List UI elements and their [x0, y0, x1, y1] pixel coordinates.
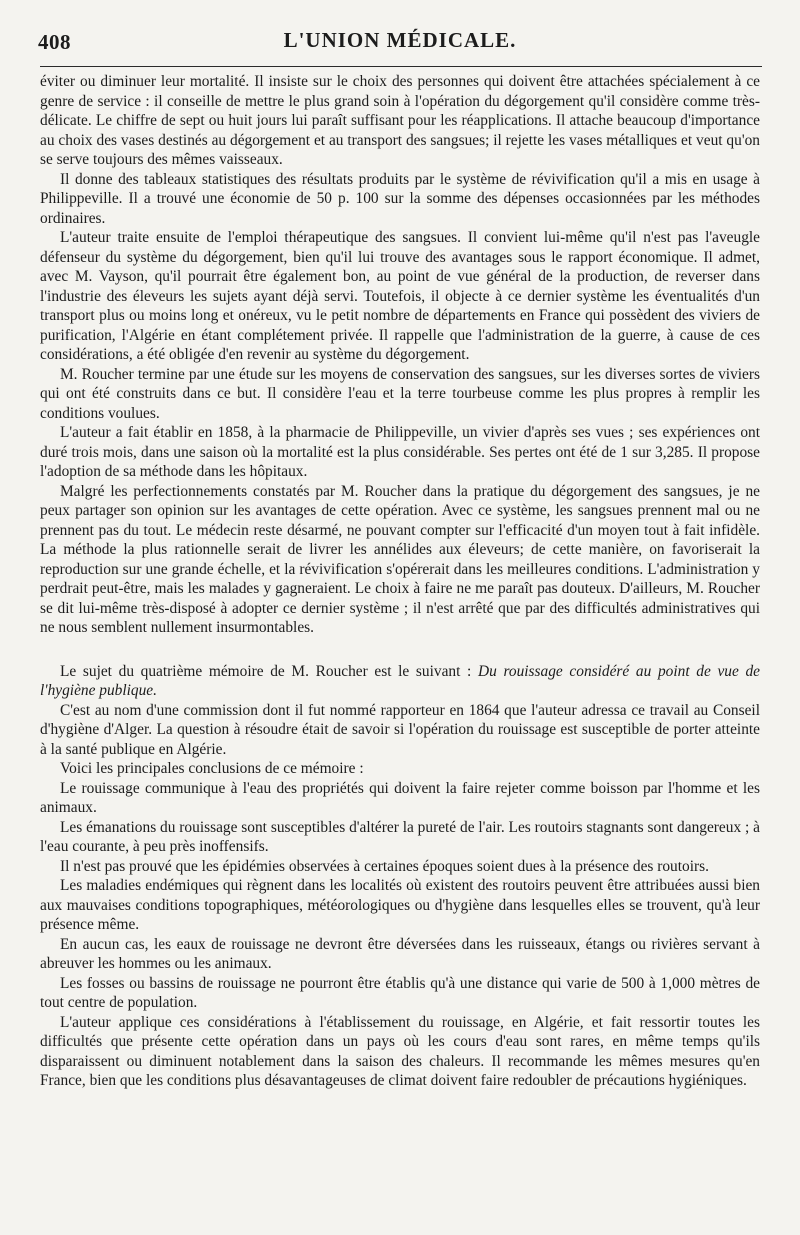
article-body [40, 72, 760, 1091]
paragraph: Voici les principales conclusions de ce mémoire : [60, 760, 364, 777]
header-rule [40, 66, 762, 67]
running-title: L'UNION MÉDICALE. [283, 28, 517, 52]
conclusion-item: Le rouissage communique à l'eau des propriétés qui doivent la faire rejeter comme boisson par l'homme et les animaux. [40, 779, 760, 816]
paragraph: Il donne des tableaux statistiques des résultats produits par le système de révivification qu'il a mis en usage à Philippeville. Il a trouvé une économie de 50 p. 100 sur la somme des dépenses occasionnées par les méthodes ordinaires. [40, 170, 760, 227]
page-header [38, 22, 762, 62]
conclusion-item: Les fosses ou bassins de rouissage ne pourront être établis qu'à une distance qui varie de 500 à 1,000 mètres de tout centre de population. [40, 974, 760, 1011]
conclusion-item: En aucun cas, les eaux de rouissage ne devront être déversées dans les ruisseaux, étangs ou rivières servant à abreuver les hommes ou les animaux. [40, 935, 760, 972]
paragraph: L'auteur traite ensuite de l'emploi thérapeutique des sangsues. Il convient lui-même qu'il n'est pas l'aveugle défenseur du système du dégorgement, bien qu'il lui trouve des avantages sous le rapport économique. Il admet, avec M. Vayson, qu'il pourrait être également bon, au point de vue général de la production, de reverser dans l'industrie des éleveurs les sujets ayant déjà servi. Toutefois, il objecte à ce dernier système les éventualités d'un transport plus ou moins long et onéreux, vu le petit nombre de départements en France qui possèdent des viviers de purification, l'Algérie en étant complétement privée. Il rappelle que l'administration de la guerre, à cause de ces considérations, a été obligée d'en revenir au système du dégorgement. [40, 229, 760, 363]
section-spacer [40, 638, 760, 662]
conclusion-item: Les émanations du rouissage sont susceptibles d'altérer la pureté de l'air. Les routoirs stagnants sont dangereux ; à l'eau courante, à peu près inoffensifs. [40, 818, 760, 855]
paragraph: L'auteur a fait établir en 1858, à la pharmacie de Philippeville, un vivier d'après ses vues ; ses expériences ont duré trois mois, dans une saison où la mortalité est la plus considérable. Ses pertes ont été de 1 sur 3,285. Il propose l'adoption de sa méthode dans les hôpitaux. [40, 424, 760, 480]
section-intro [40, 662, 760, 701]
conclusion-item: Les maladies endémiques qui règnent dans les localités où existent des routoirs peuvent être attribuées aussi bien aux mauvaises conditions topographiques, météorologiques ou d'hygiène dans lesquelles elles se trouvent, qu'à leur présence même. [40, 877, 760, 933]
paragraph: L'auteur applique ces considérations à l'établissement du rouissage, en Algérie, et fait ressortir toutes les difficultés que présente cette opération dans un pays où les cours d'eau sont rares, en même temps qu'ils disparaissent ou diminuent notablement dans la saison des chaleurs. Il recommande les mêmes mesures qu'en France, bien que les conditions plus désavantageuses de climat doivent faire redoubler de précautions hygiéniques. [40, 1013, 760, 1089]
conclusion-item: Il n'est pas prouvé que les épidémies observées à certaines époques soient dues à la présence des routoirs. [60, 857, 709, 875]
section-intro-prefix: Le sujet du quatrième mémoire de M. Roucher est le suivant : [60, 662, 472, 680]
paragraph: Malgré les perfectionnements constatés par M. Roucher dans la pratique du dégorgement des sangsues, je ne peux partager son opinion sur les avantages de cette opération. Avec ce système, les sangsues prennent mal ou ne prennent pas du tout. Le médecin reste désarmé, ne pouvant compter sur l'efficacité d'un moyen tout à fait infidèle. La méthode la plus rationnelle serait de livrer les annélides aux éleveurs; de cette manière, on favoriserait la reproduction sur une grande échelle, et la révivification s'opérerait dans les meilleures conditions. L'administration y perdrait peut-être, mais les malades y gagneraient. Le choix à faire ne me paraît pas douteux. D'ailleurs, M. Roucher se dit lui-même très-disposé à adopter ce dernier système ; il n'est arrêté que par des difficultés administratives qui ne nous semblent nullement insurmontables. [40, 482, 760, 636]
paragraph: C'est au nom d'une commission dont il fut nommé rapporteur en 1864 que l'auteur adressa ce travail au Conseil d'hygiène d'Alger. La question à résoudre était de savoir si l'opération du rouissage est susceptible de porter atteinte à la santé publique en Algérie. [40, 701, 760, 758]
paragraph: éviter ou diminuer leur mortalité. Il insiste sur le choix des personnes qui doivent être attachées spécialement à ce genre de service : il conseille de mettre le plus grand soin à l'opération du dégorgement qu'il considère comme très-délicate. Le chiffre de sept ou huit jours lui paraît suffisant pour les réapplications. Il attache beaucoup d'importance au choix des vases destinés au dégorgement et au transport des sangsues; il rejette les vases métalliques et veut qu'on se serve toujours des mêmes vaisseaux. [40, 73, 760, 168]
paragraph: M. Roucher termine par une étude sur les moyens de conservation des sangsues, sur les diverses sortes de viviers qui ont été construits dans ce but. Il considère l'eau et la terre tourbeuse comme les plus propres à remplir les conditions voulues. [40, 365, 760, 422]
page-number: 408 [38, 30, 71, 54]
memoir-title: Du rouissage considéré au point de vue de l'hygiène publique. [40, 662, 760, 699]
